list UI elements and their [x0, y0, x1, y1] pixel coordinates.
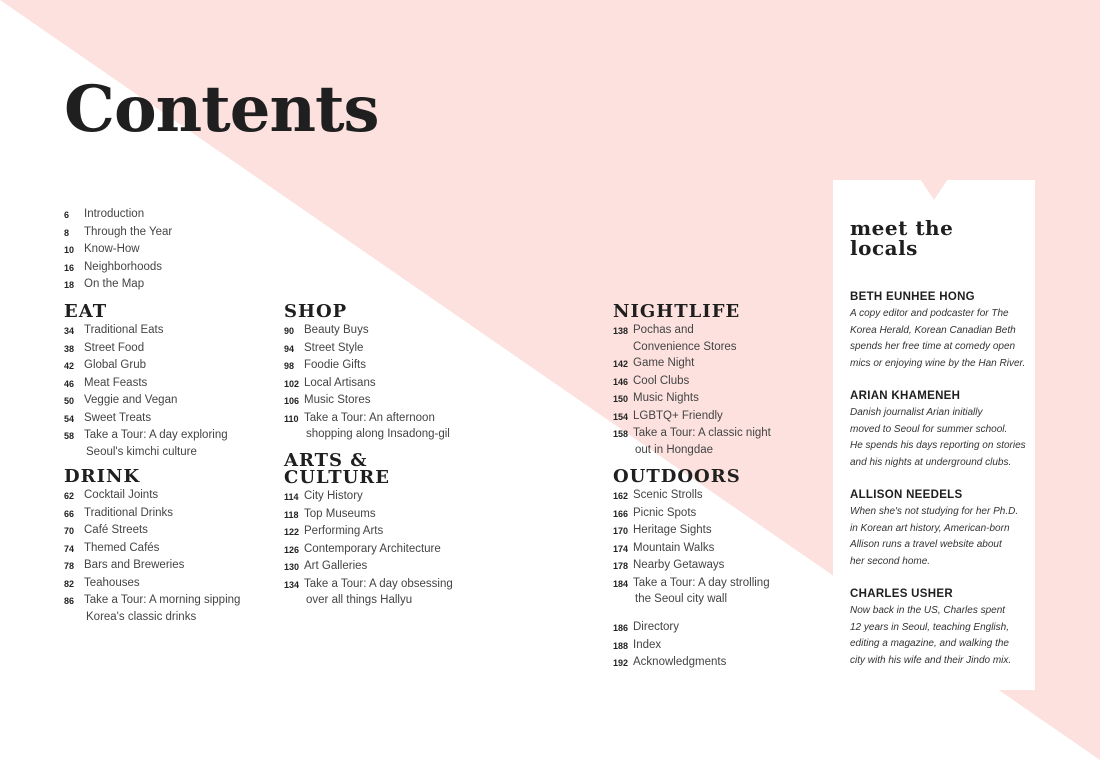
toc-item[interactable]: [64, 276, 172, 294]
page-number: 78: [64, 561, 75, 571]
toc-item[interactable]: [284, 357, 450, 375]
toc-label: LGBTQ+ Friendly: [633, 409, 723, 422]
back-matter-list: [613, 619, 726, 672]
section-nightlife: [613, 303, 771, 458]
page-number: 34: [64, 326, 75, 336]
local-bio: [850, 306, 1030, 372]
toc-item[interactable]: [613, 575, 770, 608]
toc-label: Teahouses: [84, 576, 140, 589]
local-bio: [850, 405, 1030, 471]
local-bio: [850, 603, 1030, 669]
toc-item[interactable]: [284, 576, 453, 609]
toc-item[interactable]: [64, 392, 228, 410]
toc-item[interactable]: [613, 654, 726, 672]
toc-label: Picnic Spots: [633, 506, 697, 519]
toc-item[interactable]: [64, 375, 228, 393]
toc-label: Beauty Buys: [304, 324, 369, 336]
toc-item[interactable]: [64, 357, 228, 375]
toc-label-cont: shopping along Insadong-gil: [306, 428, 450, 440]
toc-label: Heritage Sights: [633, 524, 712, 536]
toc-item[interactable]: [284, 410, 450, 443]
page-number: 10: [64, 245, 75, 255]
toc-label: Take a Tour: A day strolling: [633, 576, 770, 589]
toc-item[interactable]: [64, 224, 172, 242]
toc-label: Music Stores: [304, 394, 371, 406]
toc-item[interactable]: [284, 322, 450, 340]
page-number: 118: [284, 509, 299, 520]
page-number: 70: [64, 526, 75, 536]
toc-item[interactable]: [613, 390, 771, 408]
page-number: 154: [613, 411, 629, 422]
toc-label: Scenic Strolls: [633, 489, 703, 501]
page-number: 166: [613, 508, 629, 519]
page-number: 8: [64, 227, 70, 238]
bio-line: city with his wife and their Jindo mix.: [850, 654, 1012, 666]
page-number: 192: [613, 658, 629, 668]
section-heading: ARTS &: [284, 450, 368, 471]
page-number: 74: [64, 543, 75, 554]
toc-label: Traditional Drinks: [84, 506, 174, 519]
section-heading: EAT: [64, 301, 108, 322]
toc-item[interactable]: [284, 375, 450, 393]
bio-line: and his nights at underground clubs.: [850, 456, 1012, 468]
toc-item[interactable]: [64, 427, 228, 460]
toc-item[interactable]: [613, 522, 770, 540]
toc-item[interactable]: [64, 592, 240, 625]
toc-item[interactable]: [284, 558, 453, 576]
toc-label: Take a Tour: A day exploring: [84, 429, 228, 441]
toc-item[interactable]: [64, 410, 228, 428]
page-number: 106: [284, 396, 300, 406]
page-number: 82: [64, 578, 75, 589]
page-number: 114: [284, 492, 299, 502]
toc-item[interactable]: [64, 322, 228, 340]
toc-label: Veggie and Vegan: [84, 394, 178, 406]
toc-item[interactable]: [613, 619, 726, 637]
page-number: 58: [64, 431, 75, 441]
toc-label: Contemporary Architecture: [304, 542, 441, 555]
toc-label: Cool Clubs: [633, 374, 690, 387]
bio-line: Now back in the US, Charles spent: [850, 605, 1006, 616]
page-number: 90: [284, 326, 295, 336]
bio-line: When she's not studying for her Ph.D.: [850, 506, 1019, 517]
toc-label: Sweet Treats: [84, 411, 152, 424]
page-number: 162: [613, 491, 629, 501]
notch-marker-icon: [920, 179, 948, 201]
toc-label: Street Style: [304, 341, 364, 354]
toc-item[interactable]: [64, 340, 228, 358]
page-number: 150: [613, 394, 629, 404]
title-line-2: locals: [850, 236, 918, 260]
bio-line: He spends his days reporting on stories: [850, 440, 1026, 451]
page-number: 174: [613, 543, 629, 554]
toc-label: Cocktail Joints: [84, 489, 159, 501]
toc-label: Café Streets: [84, 524, 148, 536]
toc-item[interactable]: [613, 505, 770, 523]
page-number: 42: [64, 361, 75, 371]
toc-label: Street Food: [84, 341, 145, 354]
page-number: 146: [613, 376, 629, 387]
toc-label: Themed Cafés: [84, 541, 160, 554]
toc-label: Performing Arts: [304, 525, 384, 537]
bio-line: Danish journalist Arian initially: [850, 407, 983, 418]
toc-label: Pochas and: [633, 324, 694, 336]
toc-label: Global Grub: [84, 359, 147, 371]
section-heading: SHOP: [284, 301, 348, 322]
page-number: 50: [64, 396, 75, 406]
toc-item[interactable]: [613, 557, 770, 575]
toc-item[interactable]: [613, 408, 771, 426]
page-number: 18: [64, 280, 75, 290]
page-number: 138: [613, 326, 629, 336]
toc-label: Directory: [633, 621, 680, 633]
toc-item[interactable]: [284, 392, 450, 410]
toc-label: Neighborhoods: [84, 260, 163, 273]
page-number: 6: [64, 210, 70, 220]
title-line-1: meet the: [850, 216, 954, 240]
toc-item[interactable]: [613, 322, 771, 355]
section-heading: OUTDOORS: [613, 466, 741, 487]
toc-item[interactable]: [64, 505, 240, 523]
bio-line: in Korean art history, American-born: [850, 522, 1010, 534]
toc-label: Game Night: [633, 357, 695, 369]
meet-the-locals-title: [850, 218, 953, 258]
page-number: 188: [613, 640, 629, 651]
local-name: BETH EUNHEE HONG: [850, 291, 975, 303]
bio-line: editing a magazine, and walking the: [850, 638, 1009, 649]
toc-item[interactable]: [64, 259, 172, 277]
toc-item[interactable]: [64, 241, 172, 259]
intro-list: [64, 206, 172, 294]
toc-label: Take a Tour: A day obsessing: [304, 577, 453, 590]
page-number: 142: [613, 359, 629, 369]
toc-label: Through the Year: [84, 225, 173, 238]
toc-label-cont: Seoul's kimchi culture: [86, 445, 197, 458]
toc-label: Mountain Walks: [633, 541, 715, 554]
section-shop: [284, 303, 450, 443]
toc-item[interactable]: [613, 540, 770, 558]
section-heading-line2: CULTURE: [284, 467, 390, 488]
page-number: 184: [613, 578, 629, 589]
toc-label: Meat Feasts: [84, 376, 148, 389]
bio-line: A copy editor and podcaster for The: [850, 308, 1009, 319]
page-number: 170: [613, 526, 629, 536]
toc-label: Nearby Getaways: [633, 559, 725, 571]
page-number: 158: [613, 429, 629, 439]
page-number: 134: [284, 579, 300, 590]
page-number: 110: [284, 413, 299, 424]
meet-the-locals-panel: [833, 180, 1035, 690]
local-bio: [850, 504, 1030, 570]
bio-line: Allison runs a travel website about: [850, 539, 1002, 550]
page-number: 122: [284, 527, 300, 537]
toc-label: Take a Tour: An afternoon: [304, 411, 435, 424]
page-number: 62: [64, 491, 75, 501]
page-number: 86: [64, 596, 75, 606]
toc-label-cont: Convenience Stores: [633, 340, 737, 353]
bio-line: her second home.: [850, 555, 931, 567]
toc-item[interactable]: [284, 506, 453, 524]
toc-label: Acknowledgments: [633, 656, 727, 668]
toc-label-cont: Korea's classic drinks: [86, 610, 197, 623]
toc-item[interactable]: [613, 425, 771, 458]
bio-line: moved to Seoul for summer school.: [850, 423, 1008, 435]
toc-label: Know-How: [84, 243, 140, 255]
toc-item[interactable]: [64, 540, 240, 558]
toc-label: Music Nights: [633, 392, 699, 404]
local-profile: [850, 586, 1030, 669]
local-name: ALLISON NEEDELS: [850, 489, 963, 501]
toc-label: Foodie Gifts: [304, 359, 366, 371]
page-number: 38: [64, 343, 75, 354]
bio-line: Korea Herald, Korean Canadian Beth: [850, 324, 1016, 336]
toc-label: Art Galleries: [304, 560, 368, 572]
bio-line: 12 years in Seoul, teaching English,: [850, 621, 1009, 633]
toc-item[interactable]: [613, 487, 770, 505]
toc-label: Take a Tour: A classic night: [633, 427, 771, 439]
toc-item[interactable]: [613, 355, 771, 373]
local-name: CHARLES USHER: [850, 588, 953, 600]
toc-label: Bars and Breweries: [84, 559, 185, 571]
page-number: 178: [613, 561, 629, 571]
toc-item[interactable]: [64, 522, 240, 540]
toc-item[interactable]: [284, 541, 453, 559]
toc-item[interactable]: [284, 523, 453, 541]
toc-item[interactable]: [613, 637, 726, 655]
toc-label-cont: out in Hongdae: [635, 443, 714, 456]
local-profile: [850, 388, 1030, 471]
local-profile: [850, 487, 1030, 570]
toc-label: City History: [304, 490, 363, 502]
toc-item[interactable]: [64, 206, 172, 224]
toc-item[interactable]: [284, 340, 450, 358]
toc-label: Introduction: [84, 208, 145, 220]
toc-label: On the Map: [84, 278, 145, 290]
page-number: 126: [284, 544, 300, 555]
toc-item[interactable]: [64, 487, 240, 505]
page-number: 54: [64, 413, 75, 424]
toc-label: Traditional Eats: [84, 324, 164, 336]
section-arts-culture: [284, 452, 453, 609]
local-name: ARIAN KHAMENEH: [850, 390, 961, 402]
page-number: 186: [613, 623, 629, 633]
toc-item[interactable]: [64, 557, 240, 575]
toc-item[interactable]: [613, 373, 771, 391]
page-number: 102: [284, 378, 300, 389]
page-number: 46: [64, 378, 75, 389]
toc-label: Local Artisans: [304, 376, 376, 389]
page-title: Contents: [64, 72, 379, 147]
toc-label-cont: the Seoul city wall: [635, 593, 728, 605]
toc-label: Take a Tour: A morning sipping: [84, 594, 241, 606]
page-number: 130: [284, 562, 300, 572]
section-heading: NIGHTLIFE: [613, 301, 741, 322]
section-drink: [64, 468, 240, 625]
section-eat: [64, 303, 228, 460]
page-number: 16: [64, 262, 75, 273]
toc-label-cont: over all things Hallyu: [306, 594, 413, 606]
section-heading: DRINK: [64, 466, 141, 487]
toc-label: Index: [633, 638, 662, 651]
page-number: 94: [284, 343, 295, 354]
page-number: 66: [64, 508, 75, 519]
local-profile: [850, 289, 1030, 372]
page-number: 98: [284, 361, 295, 371]
bio-line: mics or enjoying wine by the Han River.: [850, 357, 1026, 369]
section-outdoors: [613, 468, 770, 608]
toc-item[interactable]: [284, 488, 453, 506]
toc-label: Top Museums: [304, 507, 376, 520]
bio-line: spends her free time at comedy open: [850, 341, 1016, 352]
toc-item[interactable]: [64, 575, 240, 593]
